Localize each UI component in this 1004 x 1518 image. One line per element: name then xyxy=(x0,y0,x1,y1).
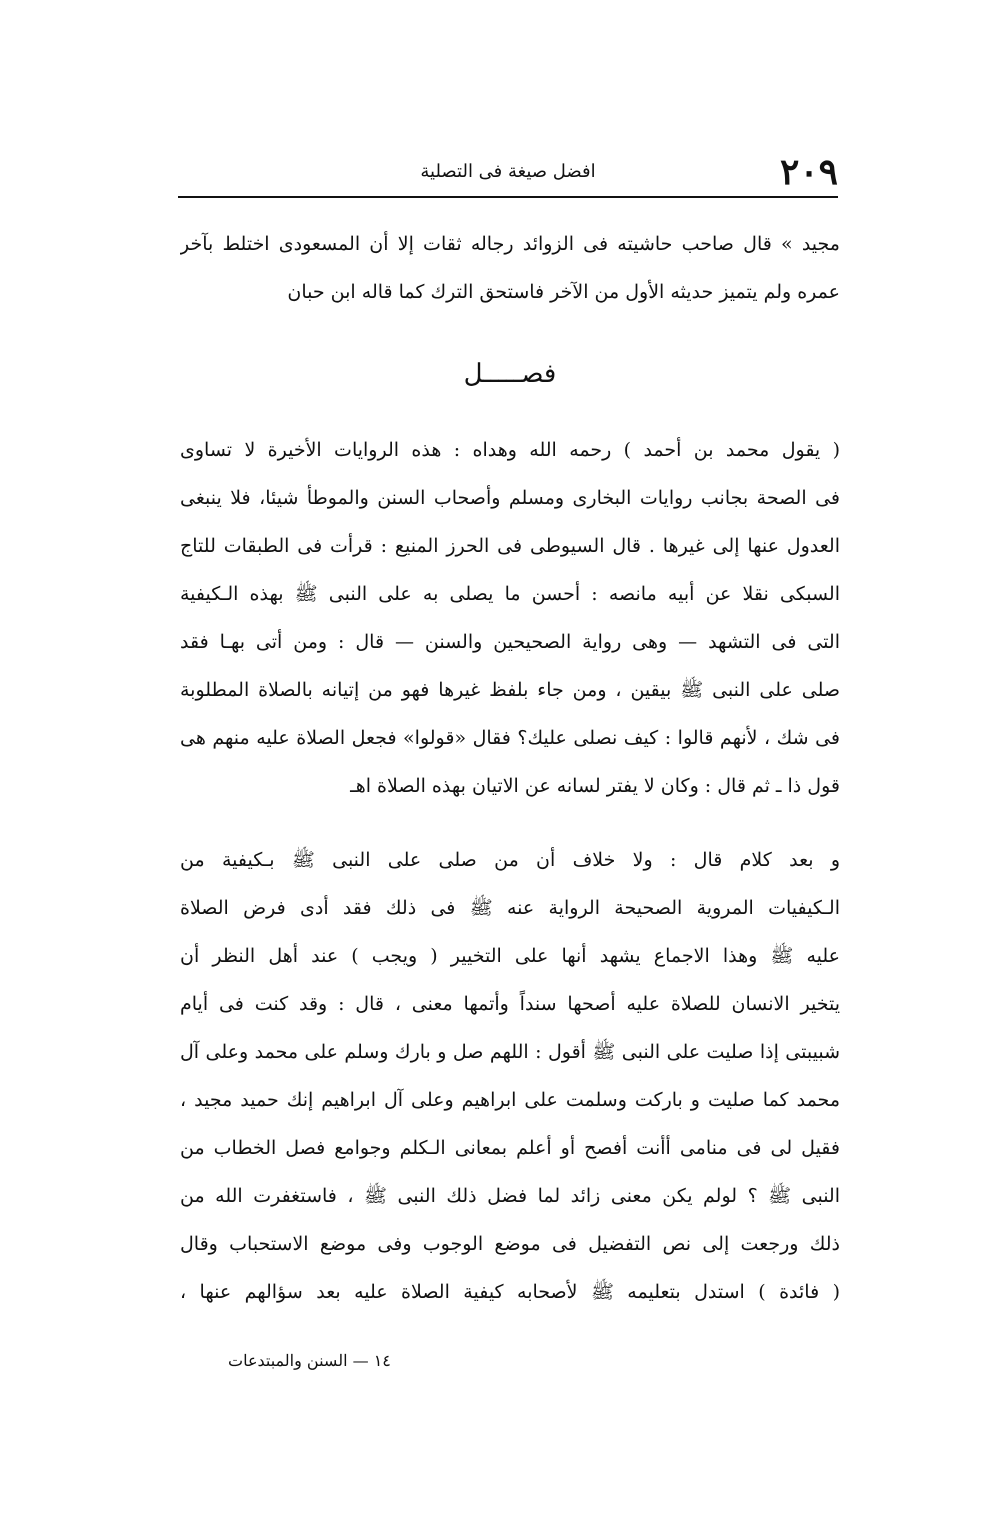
text-line: فى الصحة بجانب روايات البخارى ومسلم وأصحاب السنن والموطأ شيئا، فلا ينبغى xyxy=(180,487,840,509)
text-line: العدول عنها إلى غيرها . قال السيوطى فى الحرز المنيع : قرأت فى الطبقات للتاج xyxy=(180,535,840,557)
text-line: الـكيفيات المروية الصحيحة الرواية عنه ﷺ فى ذلك فقد أدى فرض الصلاة xyxy=(180,897,840,919)
text-line: مجيد » قال صاحب حاشيته فى الزوائد رجاله ثقات إلا أن المسعودى اختلط بآخر xyxy=(180,233,840,255)
header-rule xyxy=(178,196,838,198)
text-line: ( فائدة ) استدل بتعليمه ﷺ لأصحابه كيفية الصلاة عليه بعد سؤالهم عنها ، xyxy=(180,1281,840,1303)
paragraph-2 xyxy=(180,426,840,810)
paragraph-3 xyxy=(180,836,840,1316)
text-line: عليه ﷺ وهذا الاجماع يشهد أنها على التخيير ( ويجب ) عند أهل النظر أن xyxy=(180,945,840,967)
running-title: افضل صيغة فى التصلية xyxy=(420,161,596,182)
text-line: يتخير الانسان للصلاة عليه أصحها سنداً وأتمها معنى ، قال : وقد كنت فى أيام xyxy=(180,993,840,1015)
page-header xyxy=(178,150,838,194)
text-line: محمد كما صليت و باركت وسلمت على ابراهيم وعلى آل ابراهيم إنك حميد مجيد ، xyxy=(180,1089,840,1111)
section-heading: فصـــــل xyxy=(463,359,557,389)
text-line: ( يقول محمد بن أحمد ) رحمه الله وهداه : هذه الروايات الأخيرة لا تساوى xyxy=(180,439,840,461)
text-line: السبكى نقلا عن أبيه مانصه : أحسن ما يصلى به على النبى ﷺ بهذه الـكيفية xyxy=(180,583,840,605)
page-number: ٢٠٩ xyxy=(779,151,838,193)
text-line: و بعد كلام قال : ولا خلاف أن من صلى على النبى ﷺ بـكيفية من xyxy=(180,849,840,871)
text-line: فقيل لى فى منامى أأنت أفصح أو أعلم بمعانى الـكلم وجوامع فصل الخطاب من xyxy=(180,1137,840,1159)
text-line: قول ذا ـ ثم قال : وكان لا يفتر لسانه عن الاتيان بهذه الصلاة اهـ xyxy=(350,775,840,797)
text-line: عمره ولم يتميز حديثه الأول من الآخر فاستحق الترك كما قاله ابن حبان xyxy=(287,281,840,303)
footer-signature: ١٤ — السنن والمبتدعات xyxy=(228,1351,391,1370)
text-line: صلى على النبى ﷺ بيقين ، ومن جاء بلفظ غيرها فهو من إتيانه بالصلاة المطلوبة xyxy=(180,679,840,701)
text-line: النبى ﷺ ؟ لولم يكن معنى زائد لما فضل ذلك النبى ﷺ ، فاستغفرت الله من xyxy=(180,1185,840,1207)
text-line: فى شك ، لأنهم قالوا : كيف نصلى عليك؟ فقال «قولوا» فجعل الصلاة عليه منهم هى xyxy=(180,727,840,749)
text-line: ذلك ورجعت إلى نص التفضيل فى موضع الوجوب وفى موضع الاستحباب وقال xyxy=(180,1233,840,1255)
text-line: التى فى التشهد — وهى رواية الصحيحين والسنن — قال : ومن أتى بهـا فقد xyxy=(180,631,840,653)
paragraph-1 xyxy=(180,220,840,316)
text-line: شبيبتى إذا صليت على النبى ﷺ أقول : اللهم صل و بارك وسلم على محمد وعلى آل xyxy=(180,1041,840,1063)
